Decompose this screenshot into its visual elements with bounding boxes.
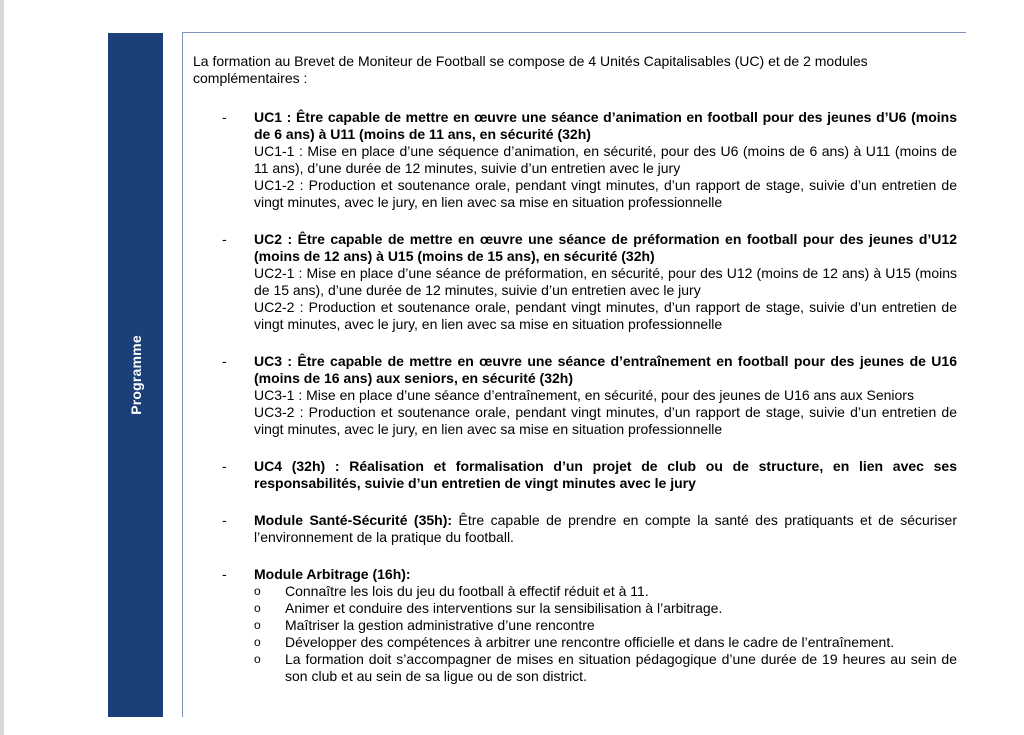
circle-bullet-icon: o (254, 584, 261, 598)
dash-marker: - (222, 458, 227, 474)
list-item-text: Connaître les lois du jeu du football à effectif réduit et à 11. (285, 583, 649, 599)
list-item (254, 634, 957, 651)
module-sante-securite (193, 512, 957, 546)
list-item (254, 583, 957, 600)
unit-subsection: UC2-1 : Mise en place d’une séance de préformation, en sécurité, pour des U12 (moins de 12 ans) à U15 (moins de 15 ans), d’une durée de 12 minutes, suivie d’un entretien avec le jury (254, 265, 957, 298)
list-item-text: La formation doit s’accompagner de mises en situation pédagogique d’une durée de 19 heures au sein de son club et au sein de sa ligue ou de son district. (285, 651, 957, 684)
module-description: Être capable de prendre en compte la santé des pratiquants et de sécuriser l’environnement de la pratique du football. (254, 512, 957, 545)
module-title: Module Arbitrage (16h): (254, 566, 411, 582)
page-left-edge (0, 0, 4, 735)
module-arbitrage (193, 566, 957, 685)
programme-content (193, 53, 957, 685)
section-label: Programme (128, 335, 144, 415)
list-item-text: Animer et conduire des interventions sur la sensibilisation à l’arbitrage. (285, 600, 723, 616)
unit-uc2 (193, 231, 957, 333)
frame-left-border (182, 32, 183, 717)
list-item-text: Maîtriser la gestion administrative d’une rencontre (285, 617, 595, 633)
list-item (254, 617, 957, 634)
unit-subsection: UC3-1 : Mise en place d’une séance d’entraînement, en sécurité, pour des jeunes de U16 ans aux Seniors (254, 387, 914, 403)
unit-uc1 (193, 109, 957, 211)
unit-subsection: UC3-2 : Production et soutenance orale, pendant vingt minutes, d’un rapport de stage, suivie d’un entretien de vingt minutes, avec le jury, en lien avec sa mise en situation professionnelle (254, 404, 957, 437)
circle-bullet-icon: o (254, 652, 261, 666)
unit-title: UC4 (32h) : Réalisation et formalisation d’un projet de club ou de structure, en lien avec ses responsabilités, suivie d’un entretien de vingt minutes avec le jury (254, 458, 957, 491)
intro-paragraph: La formation au Brevet de Moniteur de Football se compose de 4 Unités Capitalisables (UC) et de 2 modules complémentaires : (193, 53, 868, 86)
unit-title: UC1 : Être capable de mettre en œuvre une séance d’animation en football pour des jeunes d’U6 (moins de 6 ans) à U11 (moins de 11 ans, en sécurité (32h) (254, 109, 957, 142)
list-item-text: Développer des compétences à arbitrer une rencontre officielle et dans le cadre de l’entraînement. (285, 634, 895, 650)
unit-subsection: UC1-1 : Mise en place d’une séquence d’animation, en sécurité, pour des U6 (moins de 6 ans) à U11 (moins de 11 ans), d’une durée de 12 minutes, suivie d’un entretien avec le jury (254, 143, 957, 176)
module-title: Module Santé-Sécurité (35h): (254, 512, 453, 528)
dash-marker: - (222, 353, 227, 369)
arbitrage-list (254, 583, 957, 685)
circle-bullet-icon: o (254, 618, 261, 632)
unit-uc4 (193, 458, 957, 492)
dash-marker: - (222, 512, 227, 528)
list-item (254, 651, 957, 685)
dash-marker: - (222, 231, 227, 247)
frame-top-border (182, 32, 966, 33)
unit-uc3 (193, 353, 957, 438)
dash-marker: - (222, 566, 227, 582)
unit-title: UC3 : Être capable de mettre en œuvre une séance d’entraînement en football pour des jeunes de U16 (moins de 16 ans) aux seniors, en sécurité (32h) (254, 353, 957, 386)
list-item (254, 600, 957, 617)
unit-title: UC2 : Être capable de mettre en œuvre une séance de préformation en football pour des jeunes d’U12 (moins de 12 ans) à U15 (moins de 15 ans), en sécurité (32h) (254, 231, 957, 264)
unit-subsection: UC1-2 : Production et soutenance orale, pendant vingt minutes, d’un rapport de stage, suivie d’un entretien de vingt minutes, avec le jury, en lien avec sa mise en situation professionnelle (254, 177, 957, 210)
unit-subsection: UC2-2 : Production et soutenance orale, pendant vingt minutes, d’un rapport de stage, suivie d’un entretien de vingt minutes, avec le jury, en lien avec sa mise en situation professionnelle (254, 299, 957, 332)
circle-bullet-icon: o (254, 635, 261, 649)
dash-marker: - (222, 109, 227, 125)
circle-bullet-icon: o (254, 601, 261, 615)
